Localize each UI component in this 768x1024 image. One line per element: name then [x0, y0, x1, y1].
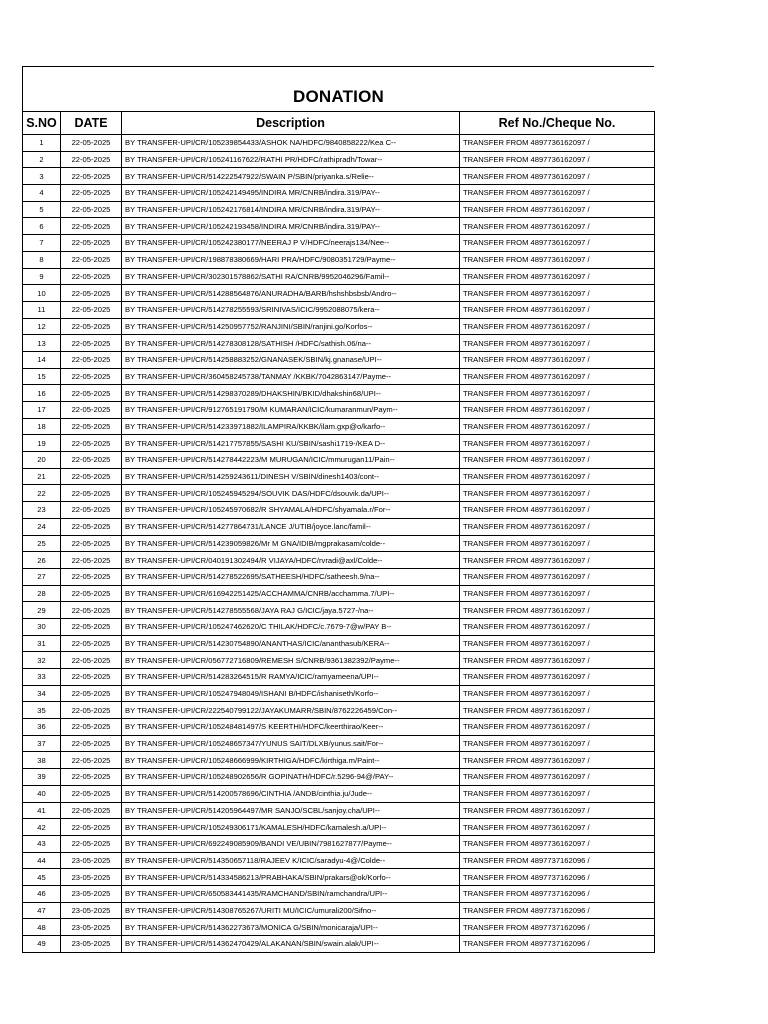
title-box [22, 66, 654, 111]
cell-ref: TRANSFER FROM 4897736162097 / [460, 201, 655, 218]
cell-description: BY TRANSFER-UPI/CR/514278555568/JAYA RAJ G/ICIC/jaya.5727-/na-- [122, 602, 460, 619]
cell-description: BY TRANSFER-UPI/CR/514277864731/LANCE J/UTIB/joyce.lanc/famil-- [122, 518, 460, 535]
cell-description: BY TRANSFER-UPI/CR/105242149495/INDIRA MR/CNRB/indira.319/PAY-- [122, 185, 460, 202]
cell-date: 22-05-2025 [61, 502, 122, 519]
cell-ref: TRANSFER FROM 4897736162097 / [460, 752, 655, 769]
cell-description: BY TRANSFER-UPI/CR/514283264515/R RAMYA/ICIC/ramyameena/UPI-- [122, 669, 460, 686]
cell-date: 22-05-2025 [61, 518, 122, 535]
table-row [23, 151, 655, 168]
table-row [23, 235, 655, 252]
cell-description: BY TRANSFER-UPI/CR/514362470429/ALAKANAN/SBIN/swain.alak/UPI-- [122, 936, 460, 953]
cell-ref: TRANSFER FROM 4897736162097 / [460, 368, 655, 385]
cell-description: BY TRANSFER-UPI/CR/514362273673/MONICA G/SBIN/monicaraja/UPI-- [122, 919, 460, 936]
cell-sno: 36 [23, 719, 61, 736]
cell-ref: TRANSFER FROM 4897736162097 / [460, 502, 655, 519]
table-row [23, 485, 655, 502]
cell-sno: 45 [23, 869, 61, 886]
table-row [23, 752, 655, 769]
cell-sno: 20 [23, 452, 61, 469]
cell-ref: TRANSFER FROM 4897736162097 / [460, 635, 655, 652]
cell-sno: 42 [23, 819, 61, 836]
cell-ref: TRANSFER FROM 4897736162097 / [460, 819, 655, 836]
cell-ref: TRANSFER FROM 4897736162097 / [460, 151, 655, 168]
cell-ref: TRANSFER FROM 4897737162096 / [460, 885, 655, 902]
cell-sno: 4 [23, 185, 61, 202]
cell-sno: 46 [23, 885, 61, 902]
cell-date: 22-05-2025 [61, 685, 122, 702]
cell-description: BY TRANSFER-UPI/CR/105242193458/INDIRA MR/CNRB/indira.319/PAY-- [122, 218, 460, 235]
cell-date: 22-05-2025 [61, 418, 122, 435]
cell-sno: 40 [23, 785, 61, 802]
cell-ref: TRANSFER FROM 4897736162097 / [460, 518, 655, 535]
table-row [23, 368, 655, 385]
cell-description: BY TRANSFER-UPI/CR/360458245738/TANMAY /KKBK/7042863147/Payme-- [122, 368, 460, 385]
cell-ref: TRANSFER FROM 4897736162097 / [460, 418, 655, 435]
header-description: Description [122, 112, 460, 135]
cell-date: 22-05-2025 [61, 618, 122, 635]
cell-date: 23-05-2025 [61, 869, 122, 886]
cell-description: BY TRANSFER-UPI/CR/514217757855/SASHI KU/SBIN/sashi1719-/KEA D-- [122, 435, 460, 452]
cell-date: 22-05-2025 [61, 752, 122, 769]
cell-sno: 11 [23, 301, 61, 318]
cell-ref: TRANSFER FROM 4897736162097 / [460, 669, 655, 686]
table-row [23, 852, 655, 869]
cell-date: 22-05-2025 [61, 235, 122, 252]
cell-ref: TRANSFER FROM 4897737162096 / [460, 902, 655, 919]
table-row [23, 802, 655, 819]
cell-ref: TRANSFER FROM 4897736162097 / [460, 318, 655, 335]
cell-sno: 5 [23, 201, 61, 218]
cell-ref: TRANSFER FROM 4897736162097 / [460, 285, 655, 302]
cell-description: BY TRANSFER-UPI/CR/514222547922/SWAIN P/SBIN/priyanka.s/Relie-- [122, 168, 460, 185]
cell-ref: TRANSFER FROM 4897736162097 / [460, 835, 655, 852]
table-row [23, 568, 655, 585]
cell-sno: 32 [23, 652, 61, 669]
cell-sno: 21 [23, 468, 61, 485]
cell-description: BY TRANSFER-UPI/CR/105239854433/ASHOK NA/HDFC/9840858222/Kea C-- [122, 135, 460, 152]
cell-description: BY TRANSFER-UPI/CR/514239059826/Mr M GNA/IDIB/mgprakasam/colde-- [122, 535, 460, 552]
table-row [23, 618, 655, 635]
table-row [23, 452, 655, 469]
table-row [23, 769, 655, 786]
page-title: DONATION [293, 87, 384, 106]
cell-date: 22-05-2025 [61, 568, 122, 585]
cell-ref: TRANSFER FROM 4897736162097 / [460, 402, 655, 419]
cell-date: 22-05-2025 [61, 301, 122, 318]
table-row [23, 251, 655, 268]
cell-ref: TRANSFER FROM 4897736162097 / [460, 351, 655, 368]
cell-ref: TRANSFER FROM 4897737162096 / [460, 936, 655, 953]
cell-sno: 28 [23, 585, 61, 602]
cell-date: 22-05-2025 [61, 318, 122, 335]
table-row [23, 168, 655, 185]
table-row [23, 919, 655, 936]
cell-ref: TRANSFER FROM 4897736162097 / [460, 685, 655, 702]
table-row [23, 585, 655, 602]
cell-ref: TRANSFER FROM 4897736162097 / [460, 185, 655, 202]
cell-ref: TRANSFER FROM 4897736162097 / [460, 385, 655, 402]
cell-ref: TRANSFER FROM 4897736162097 / [460, 785, 655, 802]
cell-date: 22-05-2025 [61, 135, 122, 152]
cell-date: 22-05-2025 [61, 702, 122, 719]
table-row [23, 385, 655, 402]
cell-description: BY TRANSFER-UPI/CR/514278442223/M MURUGAN/ICIC/mmurugan11/Pain-- [122, 452, 460, 469]
cell-description: BY TRANSFER-UPI/CR/105241167622/RATHI PR/HDFC/rathipradh/Towar-- [122, 151, 460, 168]
cell-date: 22-05-2025 [61, 335, 122, 352]
cell-description: BY TRANSFER-UPI/CR/514288564876/ANURADHA/BARB/hshshbsbsb/Andro-- [122, 285, 460, 302]
cell-ref: TRANSFER FROM 4897736162097 / [460, 552, 655, 569]
cell-ref: TRANSFER FROM 4897736162097 / [460, 535, 655, 552]
cell-sno: 26 [23, 552, 61, 569]
cell-sno: 30 [23, 618, 61, 635]
cell-description: BY TRANSFER-UPI/CR/222540799122/JAYAKUMARR/SBIN/8762226459/Con-- [122, 702, 460, 719]
cell-date: 22-05-2025 [61, 485, 122, 502]
cell-description: BY TRANSFER-UPI/CR/514334586213/PRABHAKA/SBIN/prakars@ok/Korfo-- [122, 869, 460, 886]
cell-description: BY TRANSFER-UPI/CR/105242176814/INDIRA MR/CNRB/indira.319/PAY-- [122, 201, 460, 218]
table-row [23, 885, 655, 902]
table-row [23, 535, 655, 552]
cell-ref: TRANSFER FROM 4897736162097 / [460, 168, 655, 185]
table-row [23, 835, 655, 852]
cell-description: BY TRANSFER-UPI/CR/302301578862/SATHI RA/CNRB/9952046296/Famil-- [122, 268, 460, 285]
cell-ref: TRANSFER FROM 4897736162097 / [460, 769, 655, 786]
cell-description: BY TRANSFER-UPI/CR/105245945294/SOUVIK DAS/HDFC/dsouvik.da/UPI-- [122, 485, 460, 502]
cell-description: BY TRANSFER-UPI/CR/616942251425/ACCHAMMA/CNRB/acchamma.7/UPI-- [122, 585, 460, 602]
cell-sno: 27 [23, 568, 61, 585]
cell-date: 22-05-2025 [61, 185, 122, 202]
cell-sno: 29 [23, 602, 61, 619]
cell-description: BY TRANSFER-UPI/CR/514350657118/RAJEEV K/ICIC/saradyu-4@/Colde-- [122, 852, 460, 869]
cell-ref: TRANSFER FROM 4897736162097 / [460, 702, 655, 719]
table-row [23, 652, 655, 669]
cell-description: BY TRANSFER-UPI/CR/105247948049/ISHANI B/HDFC/ishaniseth/Korfo-- [122, 685, 460, 702]
cell-sno: 24 [23, 518, 61, 535]
cell-description: BY TRANSFER-UPI/CR/514200578696/CINTHIA /ANDB/cinthia.ju/Jude-- [122, 785, 460, 802]
cell-date: 22-05-2025 [61, 168, 122, 185]
table-row [23, 318, 655, 335]
table-row [23, 702, 655, 719]
cell-description: BY TRANSFER-UPI/CR/514259243611/DINESH V/SBIN/dinesh1403/cont-- [122, 468, 460, 485]
cell-date: 22-05-2025 [61, 452, 122, 469]
cell-date: 22-05-2025 [61, 669, 122, 686]
cell-ref: TRANSFER FROM 4897736162097 / [460, 652, 655, 669]
cell-ref: TRANSFER FROM 4897736162097 / [460, 335, 655, 352]
cell-ref: TRANSFER FROM 4897736162097 / [460, 251, 655, 268]
cell-description: BY TRANSFER-UPI/CR/514205964497/MR SANJO/SCBL/sanjoy.cha/UPI-- [122, 802, 460, 819]
cell-date: 22-05-2025 [61, 201, 122, 218]
cell-ref: TRANSFER FROM 4897736162097 / [460, 235, 655, 252]
header-row [23, 112, 655, 135]
header-sno: S.NO [23, 112, 61, 135]
table-row [23, 468, 655, 485]
cell-sno: 3 [23, 168, 61, 185]
table-row [23, 735, 655, 752]
cell-date: 22-05-2025 [61, 785, 122, 802]
cell-description: BY TRANSFER-UPI/CR/105248657347/YUNUS SAIT/DLXB/yunus.sait/For-- [122, 735, 460, 752]
cell-sno: 2 [23, 151, 61, 168]
table-row [23, 669, 655, 686]
cell-sno: 13 [23, 335, 61, 352]
cell-sno: 17 [23, 402, 61, 419]
cell-date: 23-05-2025 [61, 936, 122, 953]
table-row [23, 552, 655, 569]
cell-description: BY TRANSFER-UPI/CR/105245970682/R SHYAMALA/HDFC/shyamala.r/For-- [122, 502, 460, 519]
cell-ref: TRANSFER FROM 4897736162097 / [460, 135, 655, 152]
cell-sno: 39 [23, 769, 61, 786]
cell-description: BY TRANSFER-UPI/CR/692249085909/BANDI VE/UBIN/7981627877/Payme-- [122, 835, 460, 852]
cell-date: 22-05-2025 [61, 218, 122, 235]
cell-ref: TRANSFER FROM 4897736162097 / [460, 735, 655, 752]
cell-sno: 7 [23, 235, 61, 252]
cell-description: BY TRANSFER-UPI/CR/514278522695/SATHEESH/HDFC/satheesh.9/na-- [122, 568, 460, 585]
table-row [23, 518, 655, 535]
cell-date: 22-05-2025 [61, 769, 122, 786]
cell-description: BY TRANSFER-UPI/CR/198878380669/HARI PRA/HDFC/9080351729/Payme-- [122, 251, 460, 268]
cell-sno: 31 [23, 635, 61, 652]
cell-description: BY TRANSFER-UPI/CR/514298370289/DHAKSHIN/BKID/dhakshin68/UPI-- [122, 385, 460, 402]
cell-sno: 25 [23, 535, 61, 552]
cell-ref: TRANSFER FROM 4897736162097 / [460, 719, 655, 736]
header-ref: Ref No./Cheque No. [460, 112, 655, 135]
cell-date: 22-05-2025 [61, 835, 122, 852]
cell-date: 22-05-2025 [61, 351, 122, 368]
cell-description: BY TRANSFER-UPI/CR/514308765267/URITI MU/ICIC/umurali200/Sifno-- [122, 902, 460, 919]
cell-sno: 18 [23, 418, 61, 435]
table-row [23, 185, 655, 202]
cell-sno: 1 [23, 135, 61, 152]
cell-description: BY TRANSFER-UPI/CR/650583441435/RAMCHAND/SBIN/ramchandra/UPI-- [122, 885, 460, 902]
cell-sno: 38 [23, 752, 61, 769]
header-date: DATE [61, 112, 122, 135]
cell-sno: 49 [23, 936, 61, 953]
cell-date: 22-05-2025 [61, 251, 122, 268]
donation-table [22, 111, 655, 953]
table-row [23, 402, 655, 419]
cell-sno: 37 [23, 735, 61, 752]
cell-ref: TRANSFER FROM 4897736162097 / [460, 568, 655, 585]
cell-date: 23-05-2025 [61, 852, 122, 869]
cell-date: 22-05-2025 [61, 402, 122, 419]
cell-date: 22-05-2025 [61, 435, 122, 452]
table-row [23, 285, 655, 302]
cell-date: 22-05-2025 [61, 719, 122, 736]
table-row [23, 418, 655, 435]
table-row [23, 218, 655, 235]
table-row [23, 602, 655, 619]
cell-date: 22-05-2025 [61, 602, 122, 619]
cell-date: 22-05-2025 [61, 735, 122, 752]
cell-description: BY TRANSFER-UPI/CR/105242380177/NEERAJ P V/HDFC/neerajs134/Nee-- [122, 235, 460, 252]
cell-date: 22-05-2025 [61, 468, 122, 485]
cell-date: 22-05-2025 [61, 819, 122, 836]
cell-sno: 8 [23, 251, 61, 268]
cell-date: 23-05-2025 [61, 902, 122, 919]
cell-ref: TRANSFER FROM 4897736162097 / [460, 468, 655, 485]
cell-description: BY TRANSFER-UPI/CR/105249306171/KAMALESH/HDFC/kamalesh.a/UPI-- [122, 819, 460, 836]
cell-ref: TRANSFER FROM 4897737162096 / [460, 869, 655, 886]
cell-description: BY TRANSFER-UPI/CR/105248481497/S KEERTHI/HDFC/keerthirao/Keer-- [122, 719, 460, 736]
cell-description: BY TRANSFER-UPI/CR/514233971882/ILAMPIRA/KKBK/ilam.gxp@o/karfo-- [122, 418, 460, 435]
cell-description: BY TRANSFER-UPI/CR/056772716809/REMESH S/CNRB/9361382392/Payme-- [122, 652, 460, 669]
cell-ref: TRANSFER FROM 4897737162096 / [460, 919, 655, 936]
cell-ref: TRANSFER FROM 4897736162097 / [460, 452, 655, 469]
cell-description: BY TRANSFER-UPI/CR/105248902656/R GOPINATH/HDFC/r.5296-94@/PAY-- [122, 769, 460, 786]
cell-sno: 41 [23, 802, 61, 819]
cell-sno: 10 [23, 285, 61, 302]
cell-sno: 9 [23, 268, 61, 285]
table-row [23, 685, 655, 702]
table-row [23, 135, 655, 152]
cell-ref: TRANSFER FROM 4897736162097 / [460, 602, 655, 619]
donation-sheet [22, 66, 654, 953]
cell-sno: 14 [23, 351, 61, 368]
cell-sno: 43 [23, 835, 61, 852]
cell-sno: 16 [23, 385, 61, 402]
cell-date: 22-05-2025 [61, 151, 122, 168]
cell-ref: TRANSFER FROM 4897736162097 / [460, 301, 655, 318]
cell-date: 23-05-2025 [61, 919, 122, 936]
cell-sno: 19 [23, 435, 61, 452]
cell-description: BY TRANSFER-UPI/CR/912765191790/M KUMARAN/ICIC/kumaranmun/Paym-- [122, 402, 460, 419]
table-row [23, 869, 655, 886]
cell-sno: 44 [23, 852, 61, 869]
cell-ref: TRANSFER FROM 4897736162097 / [460, 618, 655, 635]
cell-description: BY TRANSFER-UPI/CR/514250957752/RANJINI/SBIN/ranjini.go/Korfos-- [122, 318, 460, 335]
cell-sno: 34 [23, 685, 61, 702]
cell-sno: 35 [23, 702, 61, 719]
table-row [23, 785, 655, 802]
cell-ref: TRANSFER FROM 4897736162097 / [460, 585, 655, 602]
cell-ref: TRANSFER FROM 4897736162097 / [460, 485, 655, 502]
cell-date: 22-05-2025 [61, 585, 122, 602]
table-row [23, 719, 655, 736]
table-row [23, 335, 655, 352]
table-row [23, 902, 655, 919]
table-row [23, 936, 655, 953]
cell-ref: TRANSFER FROM 4897736162097 / [460, 435, 655, 452]
cell-description: BY TRANSFER-UPI/CR/040191302494/R VIJAYA/HDFC/rvradi@axl/Colde-- [122, 552, 460, 569]
cell-date: 22-05-2025 [61, 635, 122, 652]
table-row [23, 435, 655, 452]
cell-date: 22-05-2025 [61, 535, 122, 552]
cell-description: BY TRANSFER-UPI/CR/514278308128/SATHISH /HDFC/sathish.06/na-- [122, 335, 460, 352]
cell-date: 22-05-2025 [61, 285, 122, 302]
table-row [23, 301, 655, 318]
cell-sno: 47 [23, 902, 61, 919]
cell-description: BY TRANSFER-UPI/CR/105247462620/C THILAK/HDFC/c.7679-7@w/PAY B-- [122, 618, 460, 635]
cell-description: BY TRANSFER-UPI/CR/514278255593/SRINIVAS/ICIC/9952088075/kera-- [122, 301, 460, 318]
cell-sno: 15 [23, 368, 61, 385]
cell-ref: TRANSFER FROM 4897736162097 / [460, 268, 655, 285]
cell-ref: TRANSFER FROM 4897736162097 / [460, 802, 655, 819]
cell-date: 22-05-2025 [61, 368, 122, 385]
table-row [23, 351, 655, 368]
cell-ref: TRANSFER FROM 4897736162097 / [460, 218, 655, 235]
cell-date: 22-05-2025 [61, 552, 122, 569]
table-row [23, 635, 655, 652]
cell-date: 22-05-2025 [61, 652, 122, 669]
table-row [23, 268, 655, 285]
cell-description: BY TRANSFER-UPI/CR/105248666999/KIRTHIGA/HDFC/kirthiga.m/Paint-- [122, 752, 460, 769]
cell-sno: 33 [23, 669, 61, 686]
table-row [23, 201, 655, 218]
cell-date: 22-05-2025 [61, 802, 122, 819]
table-row [23, 502, 655, 519]
cell-date: 23-05-2025 [61, 885, 122, 902]
cell-sno: 22 [23, 485, 61, 502]
cell-date: 22-05-2025 [61, 385, 122, 402]
cell-description: BY TRANSFER-UPI/CR/514230754890/ANANTHAS/ICIC/ananthasub/KERA-- [122, 635, 460, 652]
cell-sno: 12 [23, 318, 61, 335]
table-row [23, 819, 655, 836]
cell-date: 22-05-2025 [61, 268, 122, 285]
cell-sno: 6 [23, 218, 61, 235]
cell-sno: 23 [23, 502, 61, 519]
cell-ref: TRANSFER FROM 4897737162096 / [460, 852, 655, 869]
cell-description: BY TRANSFER-UPI/CR/514258883252/GNANASEK/SBIN/kj.gnanase/UPI-- [122, 351, 460, 368]
cell-sno: 48 [23, 919, 61, 936]
